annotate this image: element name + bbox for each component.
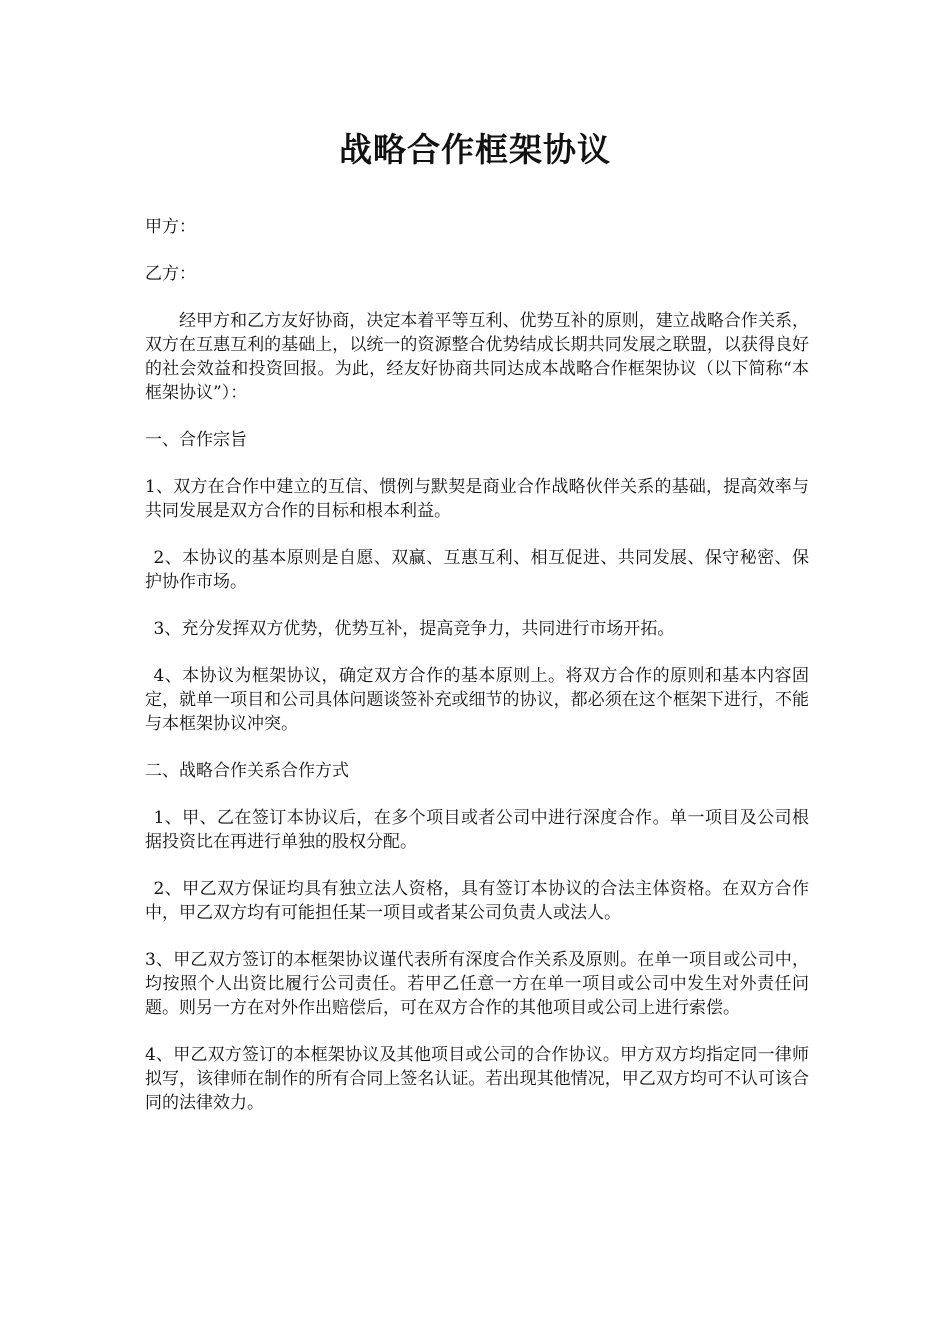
section-1-item-2: 2、本协议的基本原则是自愿、双赢、互惠互利、相互促进、共同发展、保守秘密、保护协作市场。: [145, 548, 809, 592]
section-1-item-1: 1、双方在合作中建立的互信、惯例与默契是商业合作战略伙伴关系的基础，提高效率与共同发展是双方合作的目标和根本利益。: [145, 477, 809, 521]
section-heading-1: 一、合作宗旨: [145, 430, 247, 450]
section-heading-2: 二、战略合作关系合作方式: [145, 761, 349, 781]
document-body: [145, 215, 809, 1138]
section-2-item-1: 1、甲、乙在签订本协议后，在多个项目或者公司中进行深度合作。单一项目及公司根据投资比在再进行单独的股权分配。: [145, 808, 809, 852]
party-a-line: 甲方：: [145, 217, 196, 237]
document-title: 战略合作框架协议: [339, 130, 611, 169]
section-1-item-3: 3、充分发挥双方优势，优势互补，提高竞争力，共同进行市场开拓。: [153, 619, 675, 639]
section-2-item-3: 3、甲乙双方签订的本框架协议谨代表所有深度合作关系及原则。在单一项目或公司中，均按照个人出资比履行公司责任。若甲乙任意一方在单一项目或公司中发生对外责任问题。则另一方在对外作出赔偿后，可在双方合作的其他项目或公司上进行索偿。: [145, 950, 809, 1018]
section-2-item-2: 2、甲乙双方保证均具有独立法人资格，具有签订本协议的合法主体资格。在双方合作中，甲乙双方均有可能担任某一项目或者某公司负责人或法人。: [145, 879, 809, 923]
section-2-item-4: 4、甲乙双方签订的本框架协议及其他项目或公司的合作协议。甲方双方均指定同一律师拟写，该律师在制作的所有合同上签名认证。若出现其他情况，甲乙双方均可不认可该合同的法律效力。: [145, 1045, 809, 1113]
party-b-line: 乙方：: [145, 264, 196, 284]
section-1-item-4: 4、本协议为框架协议，确定双方合作的基本原则上。将双方合作的原则和基本内容固定，就单一项目和公司具体问题谈签补充或细节的协议，都必须在这个框架下进行，不能与本框架协议冲突。: [145, 666, 809, 734]
intro-paragraph: 经甲方和乙方友好协商，决定本着平等互利、优势互补的原则，建立战略合作关系，双方在互惠互利的基础上，以统一的资源整合优势结成长期共同发展之联盟，以获得良好的社会效益和投资回报。为此，经友好协商共同达成本战略合作框架协议（以下简称“本框架协议”）：: [145, 311, 809, 403]
